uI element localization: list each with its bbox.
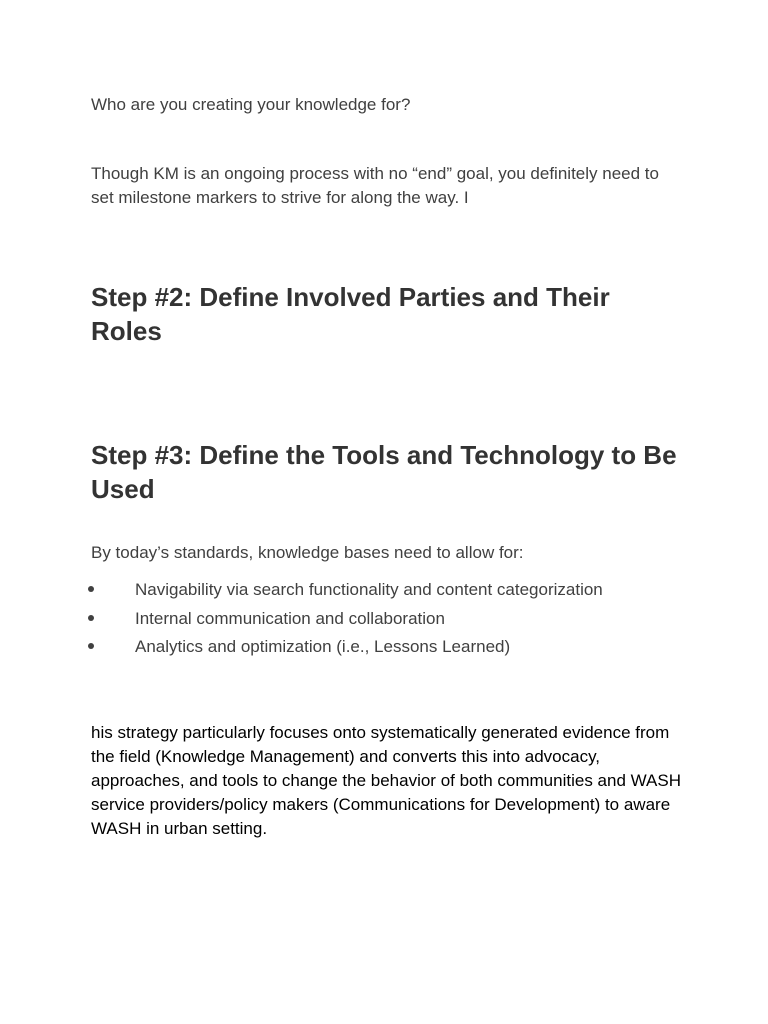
strategy-paragraph: his strategy particularly focuses onto systematically generated evidence from the field (Knowledge Management) and converts this into advocacy, approaches, and tools to change the behavior of both communities and WASH service providers/policy makers (Communications for Development) to aware WASH in urban setting. xyxy=(91,723,682,838)
list-item xyxy=(0,578,768,607)
standards-intro: By today’s standards, knowledge bases need to allow for: xyxy=(91,543,524,562)
bullet-list xyxy=(0,578,768,664)
bullet-icon xyxy=(88,586,94,592)
question-text: Who are you creating your knowledge for? xyxy=(91,95,411,114)
list-item xyxy=(0,607,768,636)
bullet-icon xyxy=(88,615,94,621)
bullet-icon xyxy=(88,643,94,649)
bullet-label: Internal communication and collaboration xyxy=(135,608,445,628)
list-item xyxy=(0,635,768,664)
bullet-label: Navigability via search functionality and content categorization xyxy=(135,580,603,599)
bullet-label: Analytics and optimization (i.e., Lessons Learned) xyxy=(135,637,511,656)
step-2-heading: Step #2: Define Involved Parties and Their Roles xyxy=(91,282,610,346)
milestones-paragraph: Though KM is an ongoing process with no “end” goal, you definitely need to set milestone markers to strive for along the way. I xyxy=(91,164,659,207)
step-3-heading: Step #3: Define the Tools and Technology to Be Used xyxy=(91,440,677,504)
